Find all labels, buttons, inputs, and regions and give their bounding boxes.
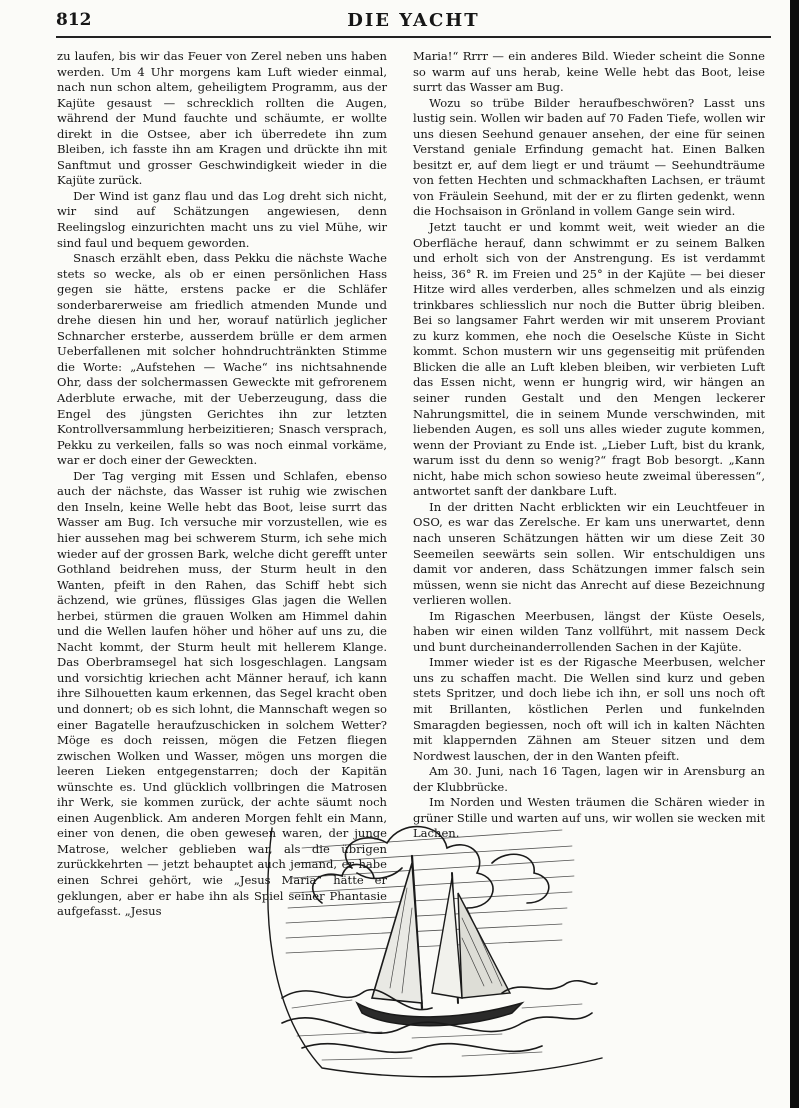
paragraph: Im Rigaschen Meerbusen, längst der Küste Oesels, haben wir einen wilden Tanz vollführt, mit nassem Deck und bunt durcheinanderrollenden Sachen in der Kajüte. bbox=[413, 608, 765, 654]
paragraph: Der Tag verging mit Essen und Schlafen, ebenso auch der nächste, das Wasser ist ruhig wie zwischen den Inseln, keine Welle hebt das Boot, leise surrt das Wasser am Bug. Ich versuche mir vorzustellen, wie es hier aussehen mag bei schwerem Sturm, ich sehe mich wieder auf der grossen Bark, welche dicht gerefft unter Gothland beidrehen muss, der Sturm heult in den Wanten, pfeift in den Rahen, das Schiff hebt sich ächzend, wie grünes, flüssiges Glas jagen die Wellen herbei, stürmen die grauen Wolken am Himmel dahin und die Wellen laufen höher und höher auf uns zu, die Nacht kommt, der Sturm heult mit hellerem Klange. Das Oberbramsegel hat sich losgeschlagen. Langsam und vorsichtig kriechen acht Männer herauf, ich kann ihre Silhouetten kaum erkennen, das Segel kracht oben und donnert; ob es sich lohnt, die Mannschaft wegen so einer Bagatelle heraufzuschicken in solchem Wetter? Möge es doch reissen, mögen die Fetzen fliegen zwischen Wolken und Wasser, mögen uns morgen die leeren Lieken entgegenstarren; doch der Kapitän wünschte es. Und glücklich vollbringen die Matrosen ihr Werk, sie kommen zurück, der achte säumt noch einen Augenblick. Am anderen Morgen fehlt ein Mann, einer von denen, die oben gewesen waren, der junge Matrose, welcher geblieben war, als die übrigen zurückkehrten — jetzt behauptet auch jemand, er habe einen Schrei gehört, wie „Jesus Maria“ hätte er geklungen, aber er habe ihn als Spiel seiner Phantasie aufgefasst. „Jesus bbox=[57, 468, 387, 919]
page-header bbox=[56, 10, 771, 38]
sailing-ship-illustration bbox=[262, 808, 612, 1078]
paragraph: Im Norden und Westen träumen die Schären wieder in grüner Stille und warten auf uns, wir wollen sie wecken mit Lachen. bbox=[413, 795, 765, 841]
paragraph: Wozu so trübe Bilder heraufbeschwören? Lasst uns lustig sein. Wollen wir baden auf 70 Faden Tiefe, wollen wir uns diesen Seehund genauer ansehen, der eine für seinen Verstand geniale Erfindung gemacht hat. Einen Balken besitzt er, auf dem liegt er und träumt — Seehundträume von fetten Hechten und schmackhaften Lachsen, er träumt von Fräulein Seehund, mit der er zu flirten gedenkt, wenn die Hochsaison in Grönland in vollem Gange sein wird. bbox=[413, 95, 765, 219]
page-number: 812 bbox=[56, 10, 92, 30]
left-column bbox=[57, 49, 387, 920]
paragraph: Jetzt taucht er und kommt weit, weit wieder an die Oberfläche herauf, dann schwimmt er zu seinem Balken und erholt sich von der Anstrengung. Es ist verdammt heiss, 36° R. im Freien und 25° in der Kajüte — bei dieser Hitze wird alles verderben, alles schmelzen und als einzig trinkbares schliesslich nur noch die Butter übrig bleiben. Bei so langsamer Fahrt werden wir mit unserem Proviant zu kurz kommen, ehe noch die Oeselsche Küste in Sicht kommt. Schon mustern wir uns gegenseitig mit prüfenden Blicken die alle an Luft kleben bleiben, wir verbieten Luft das Essen nicht, wenn er hungrig wird, wir hängen an seiner runden Gestalt und den Mengen leckerer Nahrungsmittel, die in seinem Munde verschwinden, mit liebenden Augen, es soll uns alles wieder zugute kommen, wenn der Proviant zu Ende ist. „Lieber Luft, bist du krank, warum isst du denn so wenig?“ fragt Bob besorgt. „Kann nicht, habe mich schon sowieso heute zweimal überessen“, antwortet sanft der dankbare Luft. bbox=[413, 220, 765, 499]
paragraph: Der Wind ist ganz flau und das Log dreht sich nicht, wir sind auf Schätzungen angewiesen, denn Reelingslog einzurichten macht uns zu viel Mühe, wir sind faul und bequem geworden. bbox=[57, 188, 387, 250]
paragraph: Immer wieder ist es der Rigasche Meerbusen, welcher uns zu schaffen macht. Die Wellen sind kurz und geben stets Spritzer, und doch liebe ich ihn, er soll uns noch oft mit Brillanten, köstlichen Perlen und funkelnden Smaragden begiessen, noch oft will ich in kalten Nächten mit klappernden Zähnen am Steuer sitzen und dem Nordwest lauschen, der in den Wanten pfeift. bbox=[413, 655, 765, 763]
scan-edge bbox=[790, 0, 799, 1108]
right-column bbox=[413, 49, 765, 842]
running-title: DIE YACHT bbox=[347, 10, 480, 31]
paragraph: Am 30. Juni, nach 16 Tagen, lagen wir in Arensburg an der Klubbrücke. bbox=[413, 764, 765, 794]
paragraph: Maria!“ Rrrr — ein anderes Bild. Wieder scheint die Sonne so warm auf uns herab, keine Welle hebt das Boot, leise surrt das Wasser am Bug. bbox=[413, 49, 765, 95]
paragraph: In der dritten Nacht erblickten wir ein Leuchtfeuer in OSO, es war das Zerelsche. Er kam uns unerwartet, denn nach unseren Schätzungen hätten wir um diese Zeit 30 Seemeilen seewärts sein sollen. Wir entschuldigen uns damit vor anderen, dass Schätzungen immer falsch sein müssen, wenn sie nicht das Anrecht auf diese Bezeichnung verlieren wollen. bbox=[413, 499, 765, 608]
header-rule bbox=[56, 36, 771, 38]
paragraph: Snasch erzählt eben, dass Pekku die nächste Wache stets so wecke, als ob er einen persönlichen Hass gegen sie hätte, erstens packe er die Schläfer sonderbarerweise am friedlich atmenden Munde und drehe diesen hin und her, worauf natürlich jeglicher Schnarcher ersterbe, ausserdem brülle er dem armen Ueberfallenen mit solcher hohndruchtränkten Stimme die Worte: „Aufstehen — Wache“ ins nichtsahnende Ohr, dass der solchermassen Geweckte mit gefrorenem Aderblute erwache, mit der Ueberzeugung, dass die Engel des jüngsten Gerichtes ihn zur letzten Kontrollversammlung herbeizitieren; Snasch versprach, Pekku zu verkeilen, falls so was noch einmal vorkäme, war er doch einer der Geweckten. bbox=[57, 251, 387, 468]
paragraph: zu laufen, bis wir das Feuer von Zerel neben uns haben werden. Um 4 Uhr morgens kam Luft wieder einmal, nach nun schon altem, geheiligtem Programm, aus der Kajüte gesaust — schrecklich rollten die Augen, während der Mund fauchte und schäumte, er wollte direkt in die Ostsee, aber ich überredete ihn zum Bleiben, ich fasste ihn am Kragen und drückte ihn mit Sanftmut und grosser Geschwindigkeit wieder in die Kajüte zurück. bbox=[57, 49, 387, 188]
